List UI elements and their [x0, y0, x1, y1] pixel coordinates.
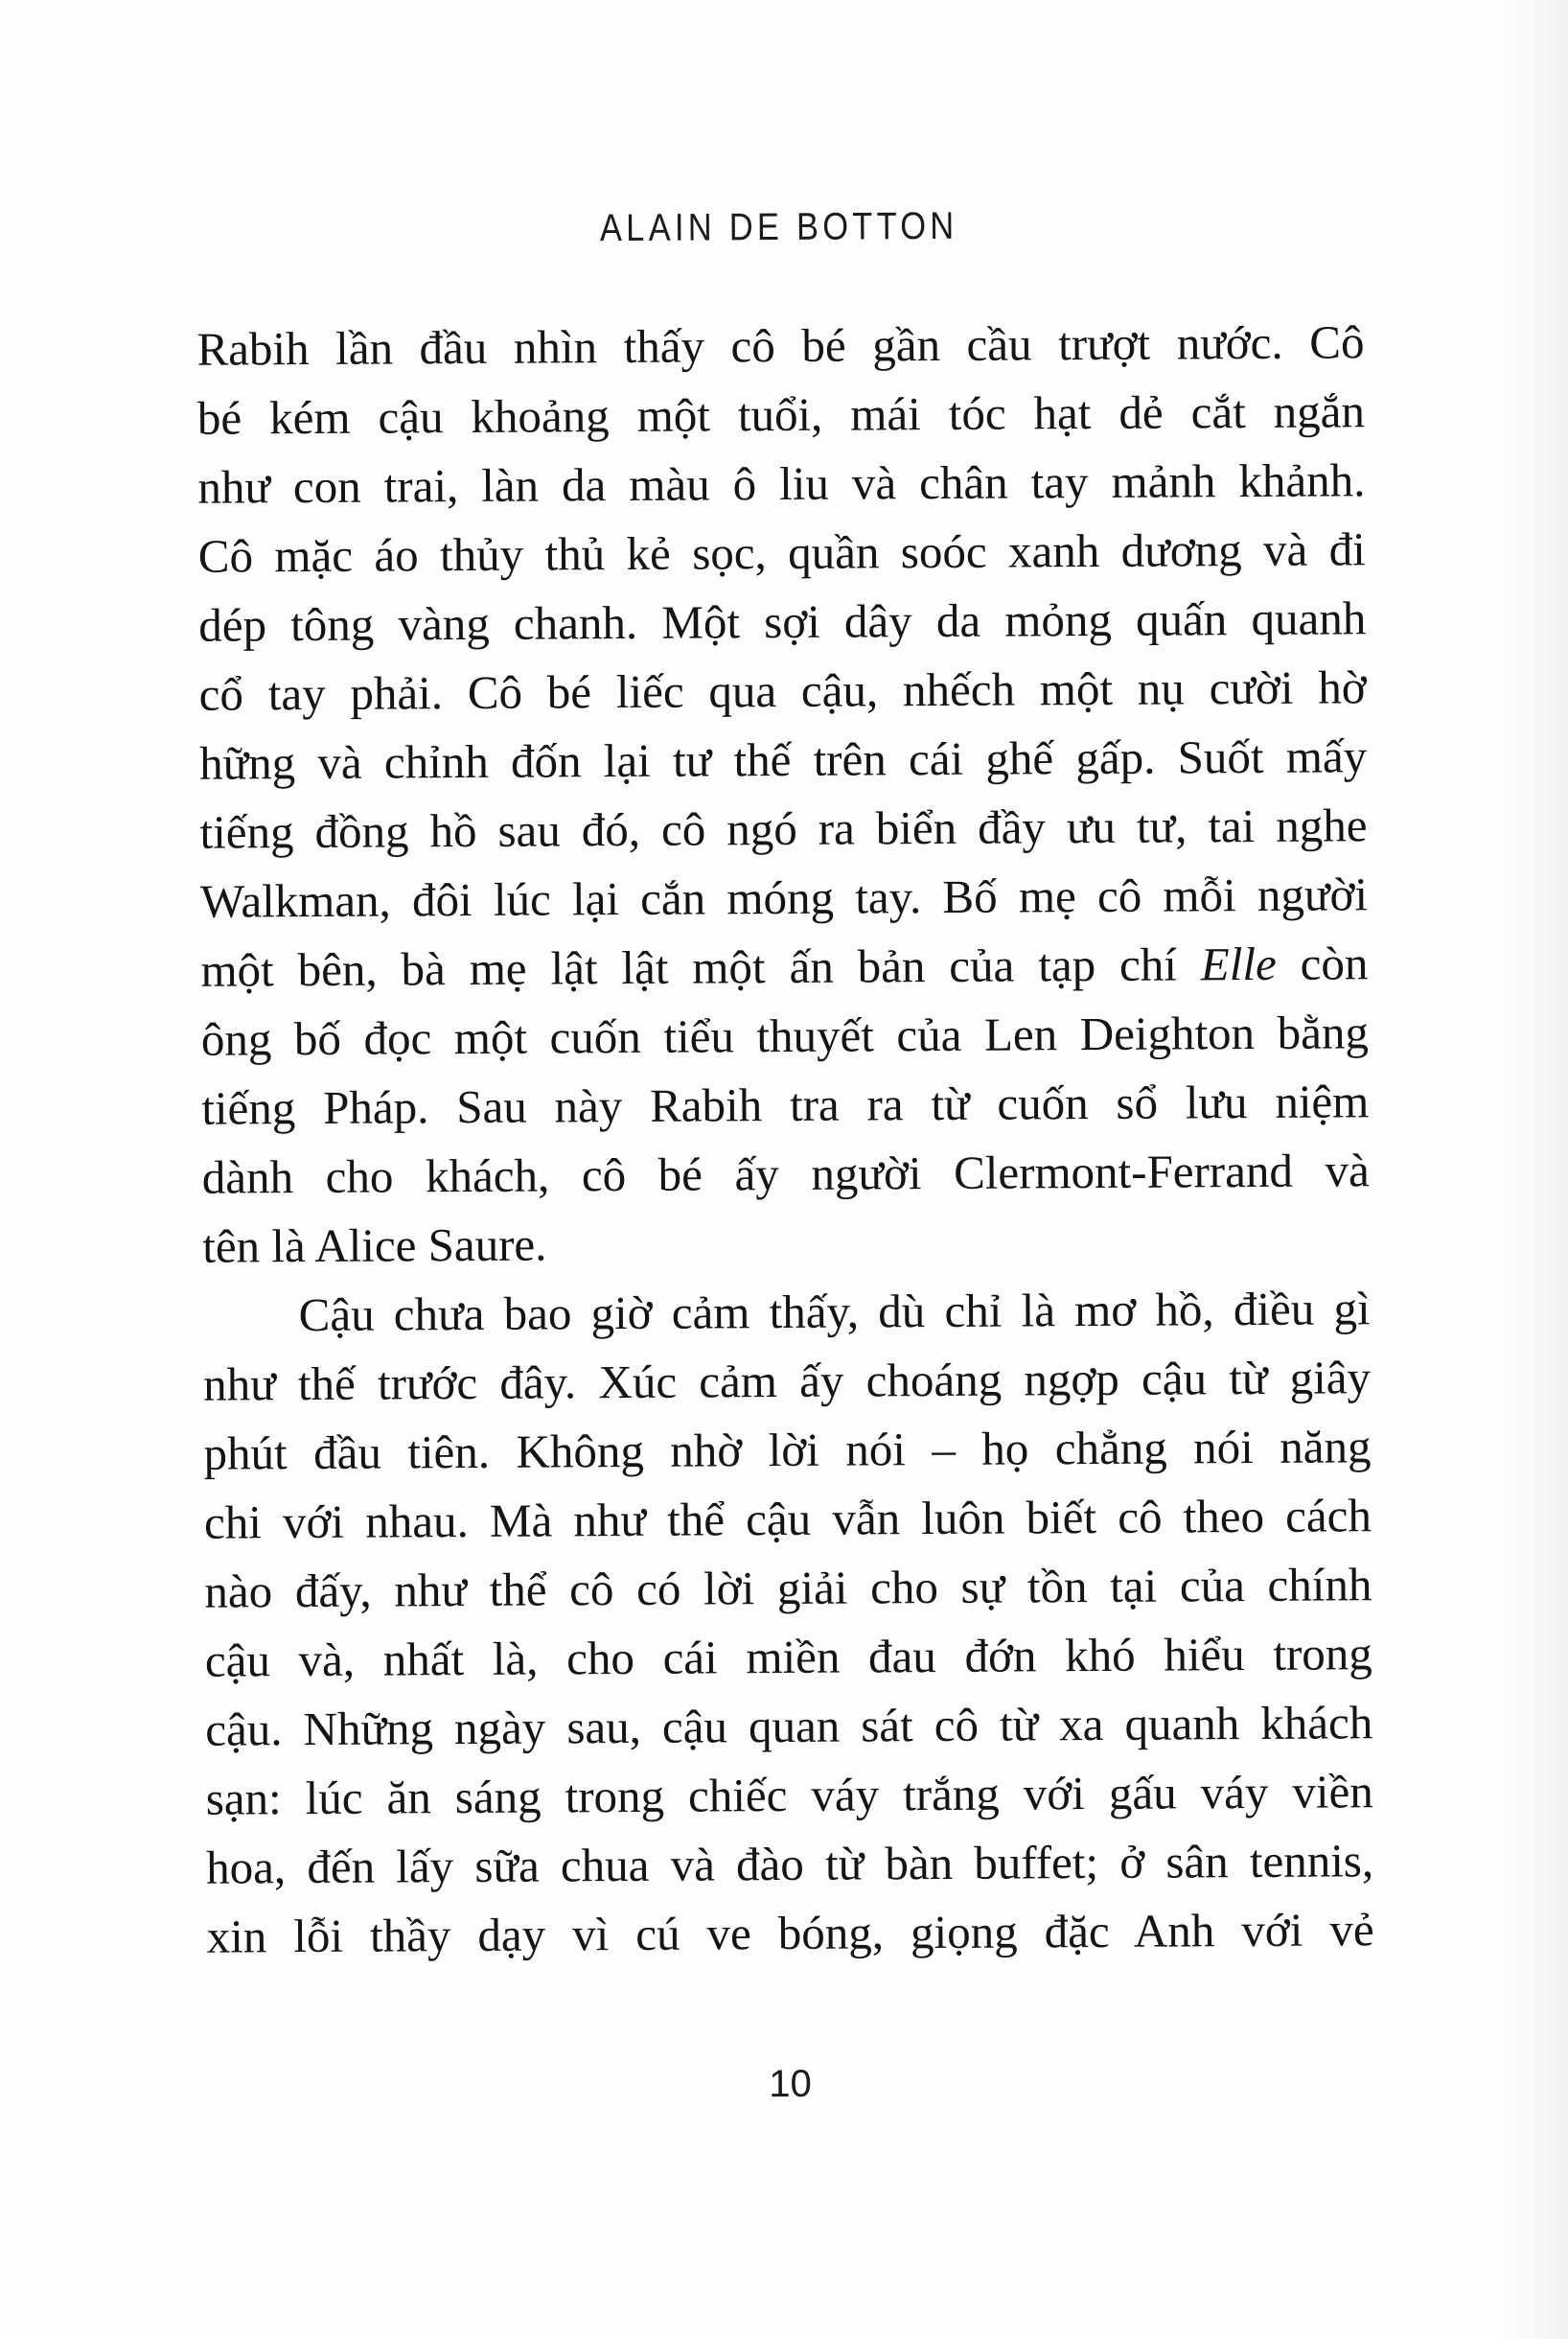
text-line — [198, 584, 1366, 660]
text-line — [197, 446, 1365, 521]
text-segment: tiếng đồng hồ sau đó, cô ngó ra biển đầy ưu tư, tai nghe — [199, 799, 1368, 859]
text-segment: cậu. Những ngày sau, cậu quan sát cô từ xa quanh khách — [205, 1696, 1373, 1756]
text-segment: xin lỗi thầy dạy vì cú ve bóng, giọng đặc Anh với vẻ — [206, 1903, 1374, 1963]
text-segment: Rabih lần đầu nhìn thấy cô bé gần cầu trượt nước. Cô — [196, 315, 1365, 376]
text-segment: dành cho khách, cô bé ấy người Clermont-Ferrand và — [201, 1144, 1370, 1204]
text-line — [198, 515, 1366, 591]
paragraph — [202, 1274, 1373, 1971]
text-segment: còn — [1276, 937, 1369, 990]
text-segment: tiếng Pháp. Sau này Rabih tra ra từ cuốn sổ lưu niệm — [201, 1075, 1370, 1135]
italic-text-segment: Elle — [1200, 937, 1277, 991]
text-segment: hững và chỉnh đốn lại tư thế trên cái ghế gấp. Suốt mấy — [198, 729, 1368, 790]
text-segment: Walkman, đôi lúc lại cắn móng tay. Bố mẹ cô mỗi người — [199, 868, 1369, 928]
text-line — [206, 1757, 1373, 1833]
text-segment: cổ tay phải. Cô bé liếc qua cậu, nhếch một nụ cười hờ — [198, 660, 1367, 721]
text-segment: dép tông vàng chanh. Một sợi dây da mỏng quấn quanh — [198, 591, 1367, 652]
text-line — [204, 1481, 1372, 1557]
text-segment: bé kém cậu khoảng một tuổi, mái tóc hạt dẻ cắt ngắn — [196, 384, 1366, 445]
text-line — [198, 653, 1366, 729]
text-segment: như con trai, làn da màu ô liu và chân tay mảnh khảnh. — [197, 453, 1366, 514]
text-segment: một bên, bà mẹ lật lật một ấn bản của tạp chí — [200, 938, 1202, 997]
page-number: 10 — [769, 2062, 812, 2106]
text-segment: hoa, đến lấy sữa chua và đào từ bàn buffet; ở sân tennis, — [206, 1834, 1374, 1894]
text-line — [202, 1205, 1370, 1281]
text-segment: chi với nhau. Mà như thể cậu vẫn luôn biết cô theo cách — [203, 1489, 1372, 1549]
text-line — [202, 1136, 1370, 1212]
text-line — [203, 1343, 1371, 1419]
text-segment: phút đầu tiên. Không nhờ lời nói – họ chẳng nói năng — [203, 1420, 1372, 1480]
text-line — [202, 1274, 1370, 1350]
text-line — [206, 1895, 1373, 1971]
text-line — [205, 1619, 1372, 1695]
text-line — [204, 1550, 1372, 1626]
text-line — [196, 308, 1364, 383]
text-segment: sạn: lúc ăn sáng trong chiếc váy trắng với gấu váy viền — [205, 1765, 1373, 1825]
text-line — [200, 929, 1368, 1005]
text-segment: Cậu chưa bao giờ cảm thấy, dù chỉ là mơ hồ, điều gì — [298, 1282, 1371, 1342]
text-segment: nào đấy, như thể cô có lời giải cho sự tồn tại của chính — [204, 1558, 1372, 1618]
body-text — [196, 308, 1374, 1971]
text-line — [201, 1067, 1369, 1143]
text-line — [203, 1412, 1371, 1488]
text-segment: Cô mặc áo thủy thủ kẻ sọc, quần soóc xanh dương và đi — [197, 522, 1366, 583]
text-line — [206, 1826, 1373, 1902]
text-line — [201, 998, 1369, 1074]
text-segment: cậu và, nhất là, cho cái miền đau đớn khó hiểu trong — [204, 1627, 1373, 1687]
text-line — [199, 791, 1367, 867]
text-line — [205, 1688, 1372, 1764]
text-line — [200, 860, 1368, 936]
text-line — [199, 722, 1367, 798]
text-segment: tên là Alice Saure. — [202, 1217, 547, 1273]
text-line — [197, 377, 1365, 452]
running-header: ALAIN DE BOTTON — [599, 204, 958, 250]
text-segment: như thế trước đây. Xúc cảm ấy choáng ngợp cậu từ giây — [202, 1351, 1372, 1411]
text-segment: ông bố đọc một cuốn tiểu thuyết của Len Deighton bằng — [200, 1006, 1370, 1066]
paragraph — [196, 308, 1370, 1281]
